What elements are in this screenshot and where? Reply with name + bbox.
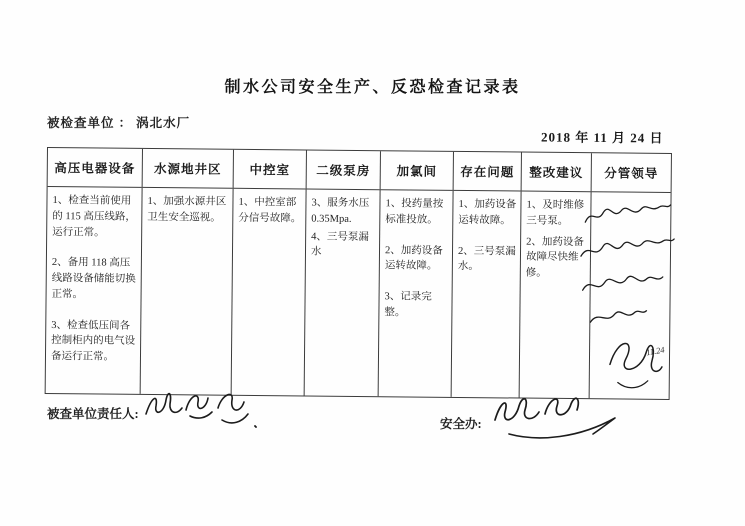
column-header: 水源地井区: [143, 149, 233, 189]
cell-item: 3、记录完整。: [384, 291, 432, 319]
cell-item: 3、服务水压 0.35Mpa.: [311, 197, 370, 225]
cell-item: 1、及时维修三号泵。: [526, 199, 585, 227]
cell-item: 2、备用 118 高压线路设备储能切换正常。: [51, 257, 136, 301]
column-water-source-wells: [141, 149, 234, 395]
inspected-unit-line: [47, 113, 190, 131]
column-cell: [452, 191, 521, 398]
handwritten-leader-note: [574, 198, 676, 399]
column-header: 二级泵房: [307, 150, 380, 190]
column-cell: [305, 189, 380, 396]
cell-item: 3、检查低压间各控制柜内的电气设备运行正常。: [50, 319, 136, 363]
cell-item: 2、加药设备故障尽快维修。: [525, 236, 584, 279]
column-header: 存在问题: [454, 152, 521, 192]
column-secondary-pump-room: [305, 150, 381, 396]
cell-item: 2、三号泵漏水。: [457, 245, 516, 273]
cell-item: 1、加药设备运转故障。: [458, 198, 517, 227]
column-cell: [232, 189, 306, 396]
column-header: 分管领导: [592, 153, 671, 193]
handwritten-note-date: 11.24: [644, 344, 665, 358]
column-header: 中控室: [234, 150, 306, 190]
column-cell: [379, 190, 453, 397]
inspection-record-table: [45, 147, 672, 400]
cell-item: 1、检查当前使用的 115 高压线路，运行正常。: [52, 195, 137, 239]
column-header: 整改建议: [522, 153, 591, 193]
column-leader-in-charge: [590, 153, 671, 399]
cell-item: 2、加药设备运转故障。: [384, 244, 443, 273]
safety-office-label: 安全办:: [440, 417, 482, 431]
inspection-date: 2018 年 11 月 24 日: [540, 129, 664, 146]
cell-item: 1、加强水源井区卫生安全巡视。: [147, 195, 227, 224]
column-high-voltage-equipment: [46, 148, 143, 394]
inspected-unit-value: 涡北水厂: [136, 116, 191, 130]
responsible-person-signature: [140, 386, 260, 432]
column-control-room: [232, 150, 307, 396]
column-cell: [141, 188, 233, 395]
inspected-unit-label: 被检查单位 ：: [47, 116, 133, 130]
column-cell: [46, 187, 142, 394]
column-existing-problems: [452, 152, 522, 398]
column-header: 加氯间: [381, 151, 453, 191]
cell-item: 1、投药量按标准投放。: [385, 198, 444, 226]
column-chlorination-room: [379, 151, 454, 397]
cell-item: 1、中控室部分信号故障。: [238, 196, 302, 225]
column-header: 高压电器设备: [48, 148, 142, 188]
page-title: 制水公司安全生产、反恐检查记录表: [224, 79, 521, 96]
cell-item: 4、三号泵漏水: [310, 231, 369, 258]
leader-comment-cell: [590, 192, 671, 399]
safety-office-signature: [487, 388, 621, 442]
responsible-person-label: 被查单位责任人:: [47, 407, 139, 421]
